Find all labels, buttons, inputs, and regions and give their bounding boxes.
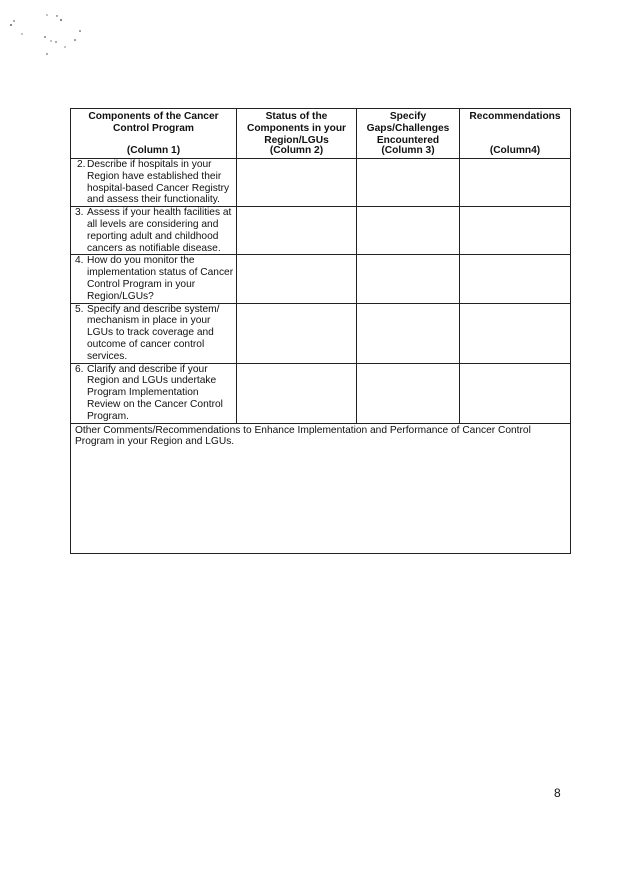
header-title: Status of the Components in your Region/LGUs bbox=[246, 111, 347, 146]
question-cell bbox=[71, 159, 237, 207]
table-row bbox=[71, 159, 571, 207]
gaps-input-cell[interactable] bbox=[357, 255, 460, 303]
question-cell bbox=[71, 363, 237, 423]
header-column-1 bbox=[71, 109, 237, 159]
scan-specks bbox=[0, 0, 100, 70]
header-column-label: (Column4) bbox=[489, 145, 541, 157]
header-row bbox=[71, 109, 571, 159]
question-text: Describe if hospitals in your Region have established their hospital-based Cancer Registry and assess their functionality. bbox=[87, 159, 230, 206]
comments-row bbox=[71, 423, 571, 553]
question-number: 5. bbox=[75, 303, 84, 315]
recommendations-input-cell[interactable] bbox=[460, 207, 571, 255]
question-cell bbox=[71, 207, 237, 255]
gaps-input-cell[interactable] bbox=[357, 303, 460, 363]
comments-input-cell[interactable] bbox=[71, 423, 571, 553]
status-input-cell[interactable] bbox=[237, 363, 357, 423]
page-number: 8 bbox=[554, 786, 561, 800]
header-column-label: (Column 2) bbox=[269, 145, 324, 157]
table-row bbox=[71, 207, 571, 255]
recommendations-input-cell[interactable] bbox=[460, 255, 571, 303]
question-cell bbox=[71, 303, 237, 363]
header-column-label: (Column 1) bbox=[126, 145, 181, 157]
recommendations-input-cell[interactable] bbox=[460, 159, 571, 207]
question-number: 6. bbox=[75, 363, 84, 375]
header-title: Components of the Cancer Control Program bbox=[88, 111, 219, 134]
header-column-3 bbox=[357, 109, 460, 159]
header-title: Specify Gaps/Challenges Encountered bbox=[366, 111, 450, 146]
cancer-control-assessment-table bbox=[70, 108, 571, 554]
table-row bbox=[71, 363, 571, 423]
question-number: 3. bbox=[75, 207, 84, 219]
status-input-cell[interactable] bbox=[237, 159, 357, 207]
status-input-cell[interactable] bbox=[237, 255, 357, 303]
status-input-cell[interactable] bbox=[237, 207, 357, 255]
question-text: Specify and describe system/ mechanism in place in your LGUs to track coverage and outcome of cancer control services. bbox=[87, 303, 220, 362]
gaps-input-cell[interactable] bbox=[357, 207, 460, 255]
table-row bbox=[71, 255, 571, 303]
question-cell bbox=[71, 255, 237, 303]
header-column-label: (Column 3) bbox=[381, 145, 435, 157]
status-input-cell[interactable] bbox=[237, 303, 357, 363]
recommendations-input-cell[interactable] bbox=[460, 363, 571, 423]
gaps-input-cell[interactable] bbox=[357, 159, 460, 207]
recommendations-input-cell[interactable] bbox=[460, 303, 571, 363]
question-text: Clarify and describe if your Region and LGUs undertake Program Implementation Review on the Cancer Control Program. bbox=[87, 363, 223, 422]
header-column-2 bbox=[237, 109, 357, 159]
header-column-4 bbox=[460, 109, 571, 159]
header-title: Recommendations bbox=[469, 111, 561, 122]
gaps-input-cell[interactable] bbox=[357, 363, 460, 423]
question-number: 2. bbox=[77, 159, 86, 170]
question-text: How do you monitor the implementation status of Cancer Control Program in your Region/LGUs? bbox=[87, 255, 234, 302]
comments-label: Other Comments/Recommendations to Enhance Implementation and Performance of Cancer Control Program in your Region and LGUs. bbox=[75, 424, 531, 448]
question-text: Assess if your health facilities at all levels are considering and reporting adult and childhood cancers as notifiable disease. bbox=[87, 207, 232, 254]
table-row bbox=[71, 303, 571, 363]
question-number: 4. bbox=[75, 255, 84, 267]
